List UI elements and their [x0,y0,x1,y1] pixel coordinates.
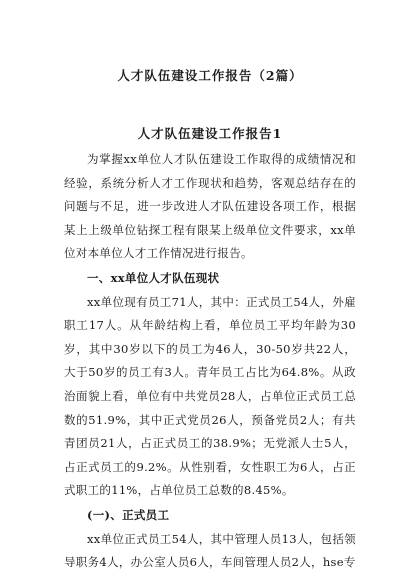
document-title: 人才队伍建设工作报告（2篇） [117,68,303,83]
intro-paragraph: 为掌握xx单位人才队伍建设工作取得的成绩情况和经验，系统分析人才工作现状和趋势，客观总结存在的问题与不足，进一步改进人才队伍建设各项工作，根据某上上级单位钻探工程有限某上级单位文件要求，xx单位对本单位人才工作情况进行报告。 [64,152,356,261]
staff-status-paragraph: xx单位现有员工71人，其中：正式员工54人，外雇职工17人。从年龄结构上看，单位员工平均年龄为30岁，其中30岁以下的员工为46人，30-50岁共22人，大于50岁的员工有3人。青年员工占比为64.8%。从政治面貌上看，单位有中共党员28人，占单位正式员工总数的51.9%，其中正式党员26人，预备党员2人；有共青团员21人，占正式员工的38.9%；无党派人士5人，占正式员工的9.2%。从性别看，女性职工为6人，占正式职工的11%，占单位员工总数的8.45%。 [64,294,356,498]
heading-regular-staff: (一)、正式员工 [87,507,170,522]
section-title: 人才队伍建设工作报告1 [137,126,283,141]
regular-staff-paragraph: xx单位正式员工54人，其中管理人员13人，包括领导职务4人，办公室人员6人，车间管理人员2人，hse专 [64,531,356,570]
heading-staff-status: 一、xx单位人才队伍现状 [87,270,220,285]
